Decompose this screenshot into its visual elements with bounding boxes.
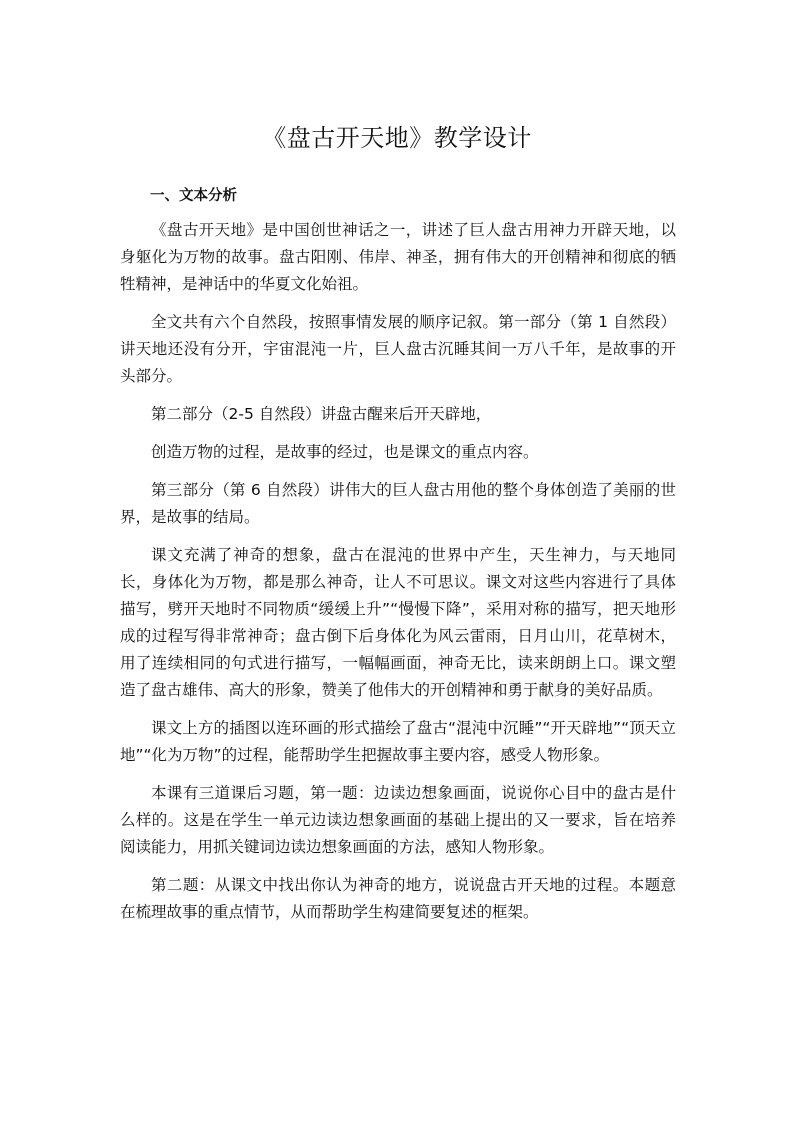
paragraph: 创造万物的过程，是故事的经过，也是课文的重点内容。 [151,443,539,461]
paragraph: 课文充满了神奇的想象，盘古在混沌的世界中产生，天生神力，与天地同长，身体化为万物，都是那么神奇，让人不可思议。课文对这些内容进行了具体描写，劈开天地时不同物质“缓缓上升”“慢慢下降”，采用对称的描写，把天地形成的过程写得非常神奇；盘古倒下后身体化为风云雷雨，日月山川，花草树木，用了连续相同的句式进行描写，一幅幅画面，神奇无比，读来朗朗上口。课文塑造了盘古雄伟、高大的形象，赞美了他伟大的开创精神和勇于献身的美好品质。 [120,546,676,699]
paragraph: 本课有三道课后习题，第一题：边读边想象画面，说说你心目中的盘古是什么样的。这是在学生一单元边读边想象画面的基础上提出的又一要求，旨在培养阅读能力，用抓关键词边读边想象画面的方法，感知人物形象。 [120,784,676,856]
paragraph: 课文上方的插图以连环画的形式描绘了盘古“混沌中沉睡”“开天辟地”“顶天立地”“化为万物”的过程，能帮助学生把握故事主要内容，感受人物形象。 [120,719,676,764]
paragraph: 《盘古开天地》是中国创世神话之一，讲述了巨人盘古用神力开辟天地，以身躯化为万物的故事。盘古阳刚、伟岸、神圣，拥有伟大的开创精神和彻底的牺牲精神，是神话中的华夏文化始祖。 [120,221,676,293]
paragraph: 第二题：从课文中找出你认为神奇的地方，说说盘古开天地的过程。本题意在梳理故事的重点情节，从而帮助学生构建简要复述的框架。 [120,876,676,921]
paragraph: 第二部分（2-5 自然段）讲盘古醒来后开天辟地， [151,405,492,423]
section-heading: 一、文本分析 [150,188,237,204]
document-body [120,217,676,937]
paragraph: 全文共有六个自然段，按照事情发展的顺序记叙。第一部分（第 1 自然段）讲天地还没有分开，宇宙混沌一片，巨人盘古沉睡其间一万八千年，是故事的开头部分。 [120,313,676,385]
document-title: 《盘古开天地》教学设计 [262,124,532,152]
paragraph: 第三部分（第 6 自然段）讲伟大的巨人盘古用他的整个身体创造了美丽的世界，是故事的结局。 [120,481,676,526]
